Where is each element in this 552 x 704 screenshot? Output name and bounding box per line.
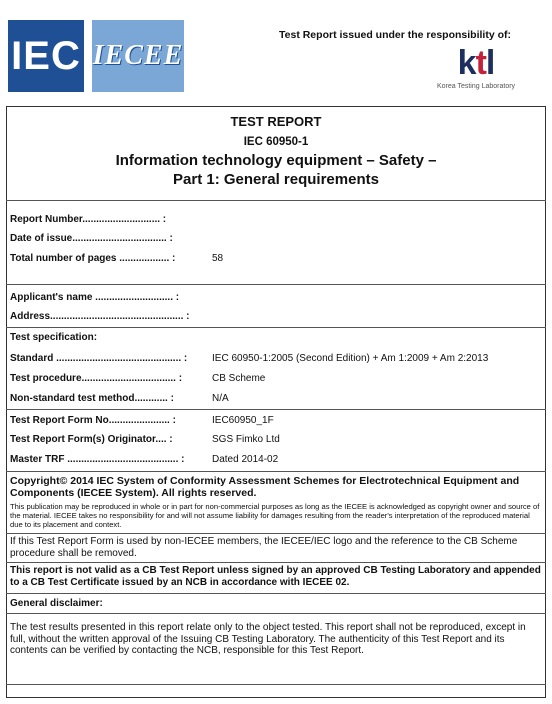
field-master-trf: [10, 453, 546, 467]
iecee-logo: [92, 20, 184, 92]
iec-logo-text: IEC: [11, 33, 81, 78]
field-value: 58: [212, 253, 224, 264]
field-label: Standard ............................................. :: [10, 353, 188, 364]
field-value: N/A: [212, 393, 229, 404]
field-total-pages: [10, 252, 546, 266]
field-applicant-name: [10, 291, 546, 305]
field-label: Report Number............................ :: [10, 214, 167, 225]
divider: [6, 409, 546, 410]
divider: [6, 562, 546, 563]
disclaimer-heading: General disclaimer:: [10, 598, 103, 609]
ktl-subtitle: Korea Testing Laboratory: [436, 83, 516, 90]
responsibility-text: Test Report issued under the responsibility of:: [279, 29, 511, 41]
field-address: [10, 310, 546, 324]
title-part: Part 1: General requirements: [173, 171, 379, 188]
field-label: Non-standard test method............ :: [10, 393, 174, 404]
field-label: Total number of pages .................. :: [10, 253, 176, 264]
field-date-of-issue: [10, 232, 546, 246]
field-trf-originator: [10, 433, 546, 447]
title-equipment: Information technology equipment – Safety –: [115, 152, 437, 169]
publication-notice: This publication may be reproduced in whole or in part for non-commercial purposes as long as the IECEE is acknowledged as copyright owner and source of the material. IECEE takes no responsibility for and will not assume liability for damages resulting from the reader's interpretation of the reproduced material due to its placement and context.: [10, 502, 540, 529]
copyright-notice: Copyright© 2014 IEC System of Conformity Assessment Schemes for Electrotechnical Equipment and Components (IECEE System). All rights reserved.: [10, 475, 520, 499]
divider: [6, 200, 546, 201]
field-label: Applicant's name ............................ :: [10, 292, 180, 303]
divider: [6, 471, 546, 472]
disclaimer-text: The test results presented in this report relate only to the object tested. This report shall not be reproduced, except in full, without the written approval of the Issuing CB Testing Laboratory. The authenticity of this Test Report and its contents can be verified by contacting the NCB, responsible for this Test Report.: [10, 622, 526, 656]
field-value: Dated 2014-02: [212, 454, 279, 465]
divider: [6, 533, 546, 534]
iecee-logo-text: IECEE: [92, 40, 184, 71]
field-value: CB Scheme: [212, 373, 266, 384]
field-label: Address................................................ :: [10, 311, 190, 322]
field-value: SGS Fimko Ltd: [212, 434, 280, 445]
report-header: [0, 0, 552, 110]
ktl-logo: [416, 45, 536, 90]
field-label: Test Report Form(s) Originator.... :: [10, 434, 173, 445]
field-report-number: [10, 213, 546, 227]
field-standard: [10, 352, 546, 366]
field-trf-no: [10, 414, 546, 428]
field-label: Test Report Form No...................... :: [10, 415, 176, 426]
field-value: IEC60950_1F: [212, 415, 274, 426]
field-value: IEC 60950-1:2005 (Second Edition) + Am 1:2009 + Am 2:2013: [212, 353, 489, 364]
divider: [6, 684, 546, 685]
field-label: Master TRF ........................................ :: [10, 454, 185, 465]
divider: [6, 284, 546, 285]
field-label: Test procedure.................................. :: [10, 373, 183, 384]
field-test-procedure: [10, 372, 546, 386]
ktl-logo-text: ktl: [457, 44, 495, 82]
divider: [6, 327, 546, 328]
iec-logo: [8, 20, 84, 92]
test-specification-heading: Test specification:: [10, 332, 98, 343]
validity-notice: This report is not valid as a CB Test Report unless signed by an approved CB Testing Laboratory and appended to a CB Test Certificate issued by an NCB in accordance with IECEE 02.: [10, 565, 541, 588]
divider: [6, 613, 546, 614]
title-test-report: TEST REPORT: [230, 114, 322, 129]
non-iecee-notice: If this Test Report Form is used by non-IECEE members, the IECEE/IEC logo and the reference to the CB Scheme procedure shall be removed.: [10, 536, 518, 559]
title-standard: IEC 60950-1: [243, 136, 309, 148]
divider: [6, 593, 546, 594]
field-label: Date of issue.................................. :: [10, 233, 173, 244]
field-non-standard-method: [10, 392, 546, 406]
